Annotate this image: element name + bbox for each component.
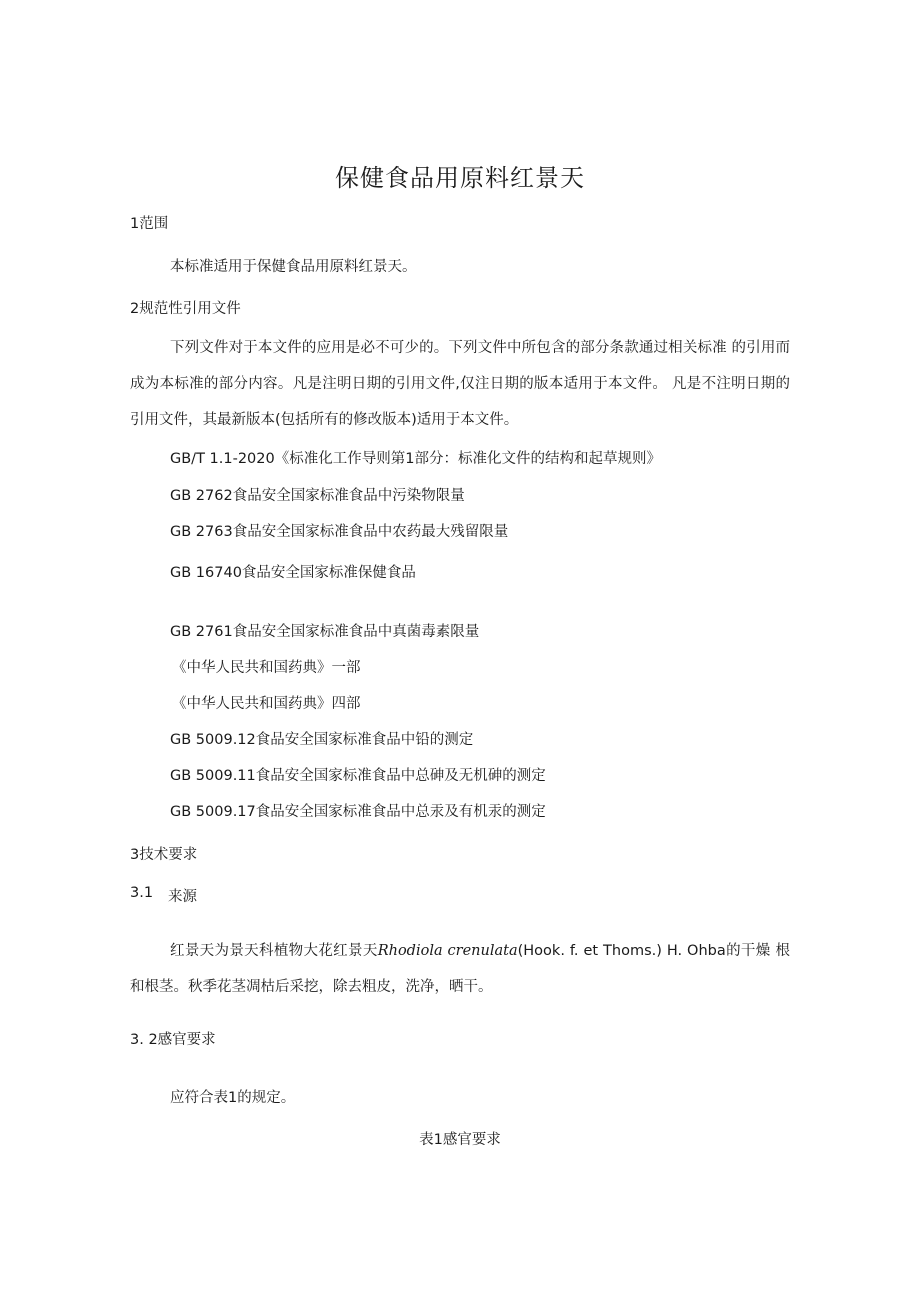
source-text-end: (Hook. f. et Thoms.) H. Ohba的干燥 根和根茎。秋季花茎凋枯后采挖，除去粗皮，洗净，晒干。 [130,943,791,995]
reference-item: GB 2761食品安全国家标准食品中真菌毒素限量 [170,624,480,640]
section-3-2-text: 应符合表1的规定。 [170,1090,296,1106]
reference-item: GB 5009.12食品安全国家标准食品中铅的测定 [170,732,474,748]
section-1-heading: 1范围 [130,216,169,232]
section-3-1-heading: 来源 [168,889,197,905]
page-title: 保健食品用原料红景天 [335,164,585,192]
section-1-text: 本标准适用于保健食品用原料红景天。 [170,259,417,275]
latin-name: Rhodiola crenulata [377,943,518,959]
reference-item: GB 2762食品安全国家标准食品中污染物限量 [170,488,465,504]
section-3-1-number: 3.1 [130,885,154,901]
reference-item: GB 5009.11食品安全国家标准食品中总砷及无机砷的测定 [170,768,546,784]
reference-item: 《中华人民共和国药典》一部 [172,660,361,676]
section-3-1-text [130,933,790,1005]
section-2-intro: 下列文件对于本文件的应用是必不可少的。下列文件中所包含的部分条款通过相关标准 的引用而成为本标准的部分内容。凡是注明日期的引用文件,仅注日期的版本适用于本文件。 凡是不注明日期的引用文件，其最新版本(包括所有的修改版本)适用于本文件。 [130,340,790,428]
reference-item: GB 2763食品安全国家标准食品中农药最大残留限量 [170,524,509,540]
section-3-2-heading: 3. 2感官要求 [130,1032,216,1048]
reference-item: 《中华人民共和国药典》四部 [172,696,361,712]
table-caption: 表1感官要求 [419,1132,501,1148]
source-text-start: 红景天为景天科植物大花红景天 [170,943,378,959]
reference-item: GB/T 1.1-2020《标准化工作导则第1部分：标准化文件的结构和起草规则》 [170,451,661,467]
section-3-heading: 3技术要求 [130,847,198,863]
reference-item: GB 5009.17食品安全国家标准食品中总汞及有机汞的测定 [170,804,546,820]
reference-item: GB 16740食品安全国家标准保健食品 [170,565,416,581]
section-2-heading: 2规范性引用文件 [130,301,241,317]
